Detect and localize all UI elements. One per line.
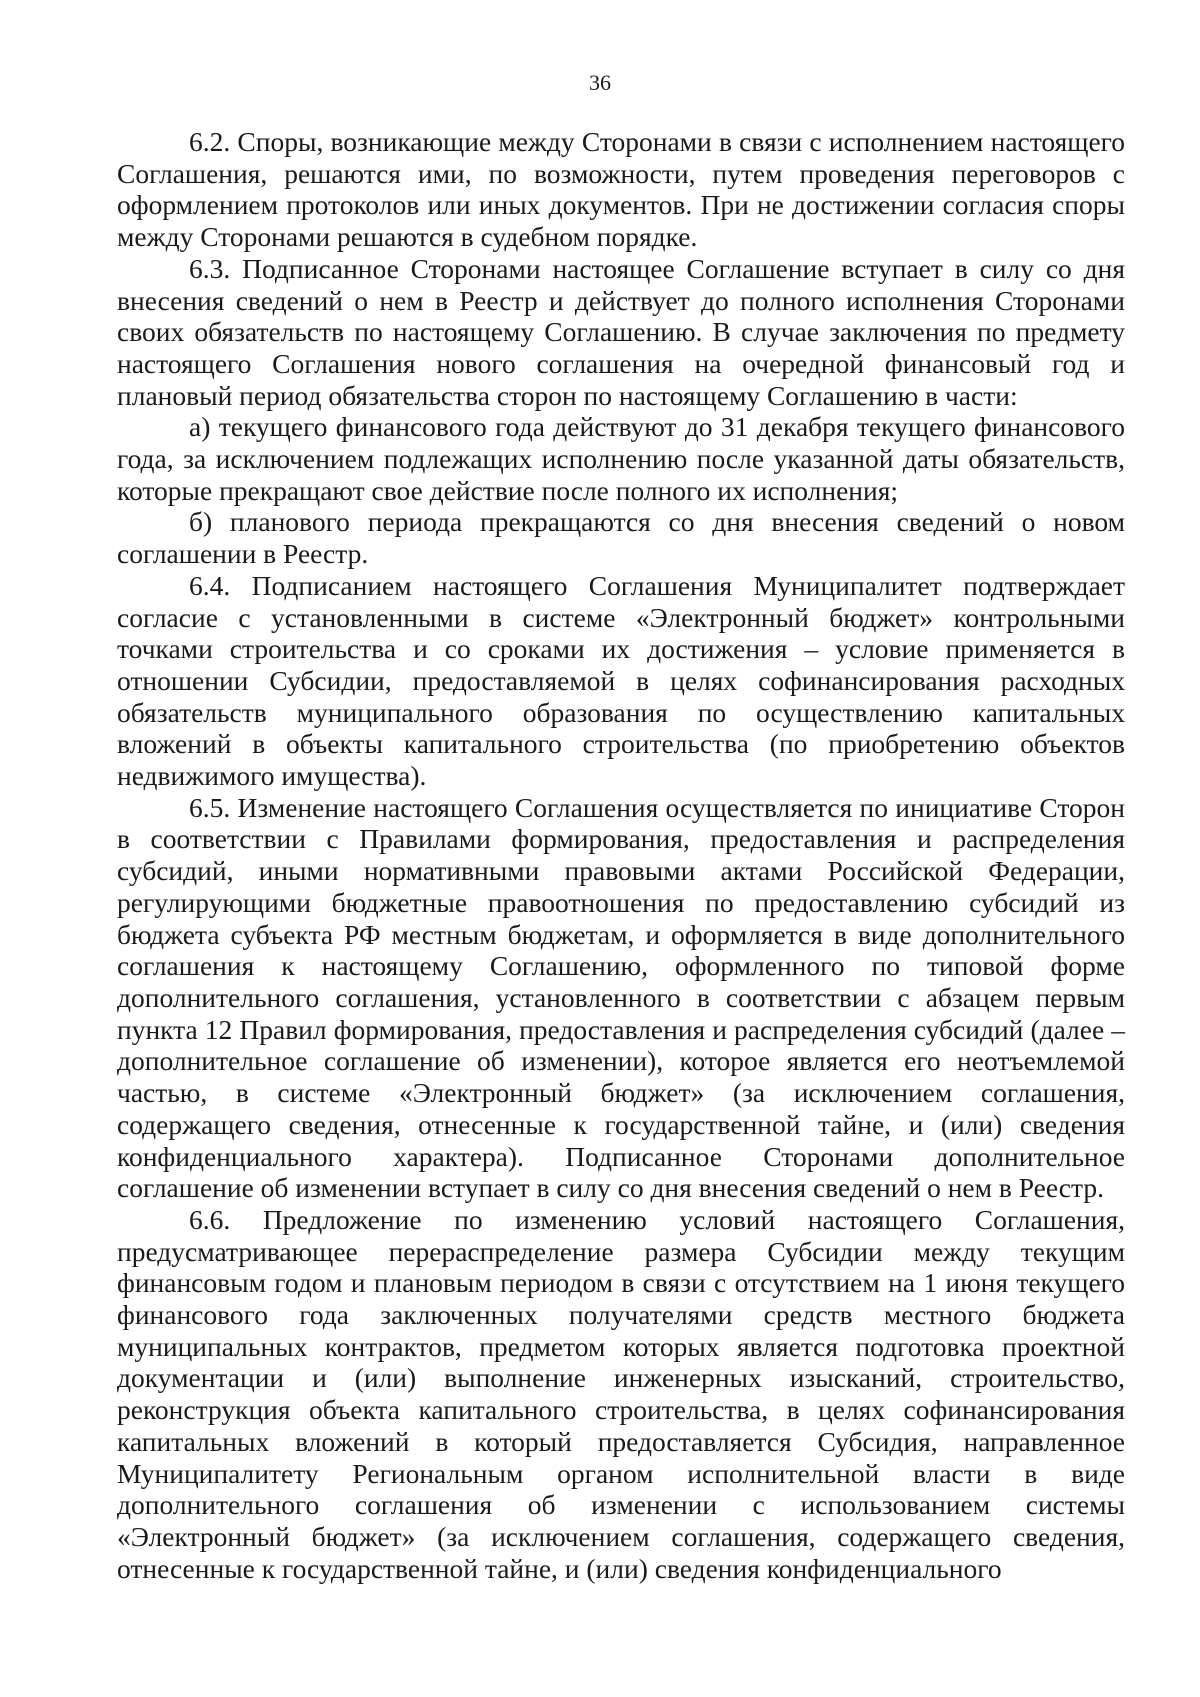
paragraph-6-3: 6.3. Подписанное Сторонами настоящее Соглашение вступает в силу со дня внесения сведений о нем в Реестр и действует до полного исполнения Сторонами своих обязательств по настоящему Соглашению. В случае заключения по предмету настоящего Соглашения нового соглашения на очередной финансовый год и плановый период обязательства сторон по настоящему Соглашению в части: (117, 252, 1125, 411)
paragraph-6-4: 6.4. Подписанием настоящего Соглашения Муниципалитет подтверждает согласие с установленными в системе «Электронный бюджет» контрольными точками строительства и со сроками их достижения – условие применяется в отношении Субсидии, предоставляемой в целях софинансирования расходных обязательств муниципального образования по осуществлению капитальных вложений в объекты капитального строительства (по приобретению объектов недвижимого имущества). (117, 569, 1125, 792)
paragraph-6-6: 6.6. Предложение по изменению условий настоящего Соглашения, предусматривающее перераспределение размера Субсидии между текущим финансовым годом и плановым периодом в связи с отсутствием на 1 июня текущего финансового года заключенных получателями средств местного бюджета муниципальных контрактов, предметом которых является подготовка проектной документации и (или) выполнение инженерных изысканий, строительство, реконструкция объекта капитального строительства, в целях софинансирования капитальных вложений в который предоставляется Субсидия, направленное Муниципалитету Региональным органом исполнительной власти в виде дополнительного соглашения об изменении с использованием системы «Электронный бюджет» (за исключением соглашения, содержащего сведения, отнесенные к государственной тайне, и (или) сведения конфиденциального (117, 1203, 1125, 1584)
paragraph-6-5: 6.5. Изменение настоящего Соглашения осуществляется по инициативе Сторон в соответствии с Правилами формирования, предоставления и распределения субсидий, иными нормативными правовыми актами Российской Федерации, регулирующими бюджетные правоотношения по предоставлению субсидий из бюджета субъекта РФ местным бюджетам, и оформляется в виде дополнительного соглашения к настоящему Соглашению, оформленного по типовой форме дополнительного соглашения, установленного в соответствии с абзацем первым пункта 12 Правил формирования, предоставления и распределения субсидий (далее – дополнительное соглашение об изменении), которое является его неотъемлемой частью, в системе «Электронный бюджет» (за исключением соглашения, содержащего сведения, отнесенные к государственной тайне, и (или) сведения конфиденциального характера). Подписанное Сторонами дополнительное соглашение об изменении вступает в силу со дня внесения сведений о нем в Реестр. (117, 791, 1125, 1204)
document-body (117, 126, 1125, 1584)
paragraph-6-2: 6.2. Споры, возникающие между Сторонами в связи с исполнением настоящего Соглашения, решаются ими, по возможности, путем проведения переговоров с оформлением протоколов или иных документов. При не достижении согласия споры между Сторонами решаются в судебном порядке. (117, 126, 1125, 253)
paragraph-6-3-b: б) планового периода прекращаются со дня внесения сведений о новом соглашении в Реестр. (117, 506, 1125, 570)
page-number: 36 (589, 70, 611, 95)
paragraph-6-3-a: а) текущего финансового года действуют до 31 декабря текущего финансового года, за исключением подлежащих исполнению после указанной даты обязательств, которые прекращают свое действие после полного их исполнения; (117, 411, 1125, 506)
